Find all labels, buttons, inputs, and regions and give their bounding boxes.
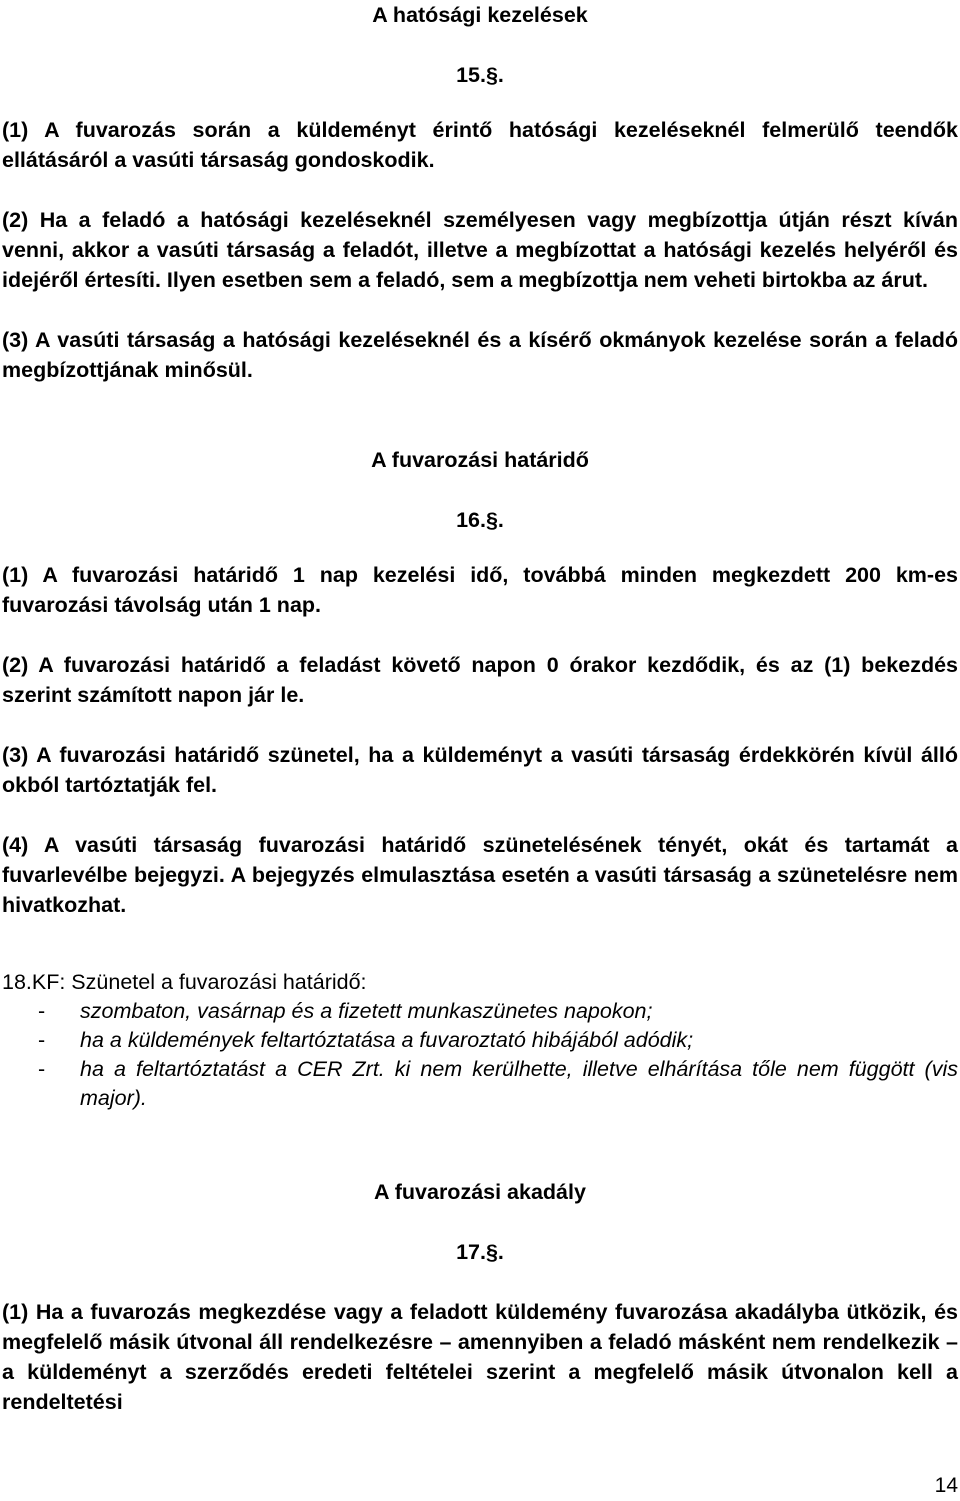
document-page	[2, 0, 958, 1417]
paragraph: (2) A fuvarozási határidő a feladást követő napon 0 órakor kezdődik, és az (1) bekezdés szerint számított napon jár le.	[2, 653, 958, 707]
paragraph: (1) Ha a fuvarozás megkezdése vagy a feladott küldemény fuvarozása akadályba ütközik, és megfelelő másik útvonal áll rendelkezésre – amennyiben a feladó másként nem rendelkezik – a küldeményt a szerződés eredeti feltételei szerint a megfelelő másik útvonalon kell a rendeltetési	[2, 1300, 958, 1414]
list-item-text: ha a feltartóztatást a CER Zrt. ki nem kerülhette, illetve elhárítása tőle nem függött (vis major).	[80, 1057, 958, 1110]
list-dash: -	[38, 999, 46, 1023]
section-title: A hatósági kezelések	[372, 3, 588, 27]
list-item	[2, 1026, 958, 1055]
section-title: A fuvarozási határidő	[371, 448, 589, 472]
paragraph: (1) A fuvarozás során a küldeményt érintő hatósági kezeléseknél felmerülő teendők ellátásáról a vasúti társaság gondoskodik.	[2, 118, 958, 172]
paragraph: (3) A fuvarozási határidő szünetel, ha a küldeményt a vasúti társaság érdekkörén kívül álló okból tartóztatják fel.	[2, 743, 958, 797]
paragraph: (1) A fuvarozási határidő 1 nap kezelési idő, továbbá minden megkezdett 200 km-es fuvarozási távolság után 1 nap.	[2, 563, 958, 617]
paragraph: (3) A vasúti társaság a hatósági kezeléseknél és a kísérő okmányok kezelése során a feladó megbízottjának minősül.	[2, 328, 958, 382]
kf-intro: 18.KF: Szünetel a fuvarozási határidő:	[2, 970, 367, 994]
list-dash: -	[38, 1057, 46, 1081]
list-dash: -	[38, 1028, 46, 1052]
page-number: 14	[934, 1474, 958, 1497]
list-item	[2, 997, 958, 1026]
section-number: 15.§.	[456, 63, 504, 87]
section-number: 16.§.	[456, 508, 504, 532]
section-number: 17.§.	[456, 1240, 504, 1264]
paragraph: (2) Ha a feladó a hatósági kezeléseknél személyesen vagy megbízottja útján részt kíván venni, akkor a vasúti társaság a feladót, illetve a megbízottat a hatósági kezelés helyéről és idejéről értesíti. Ilyen esetben sem a feladó, sem a megbízottja nem veheti birtokba az árut.	[2, 208, 958, 292]
list-item-text: szombaton, vasárnap és a fizetett munkaszünetes napokon;	[80, 999, 653, 1023]
list-item-text: ha a küldemények feltartóztatása a fuvaroztató hibájából adódik;	[80, 1028, 694, 1052]
section-title: A fuvarozási akadály	[374, 1180, 586, 1204]
kf-list	[2, 997, 958, 1113]
list-item	[2, 1055, 958, 1113]
paragraph: (4) A vasúti társaság fuvarozási határidő szünetelésének tényét, okát és tartamát a fuvarlevélbe bejegyzi. A bejegyzés elmulasztása esetén a vasúti társaság a szünetelésre nem hivatkozhat.	[2, 833, 958, 917]
